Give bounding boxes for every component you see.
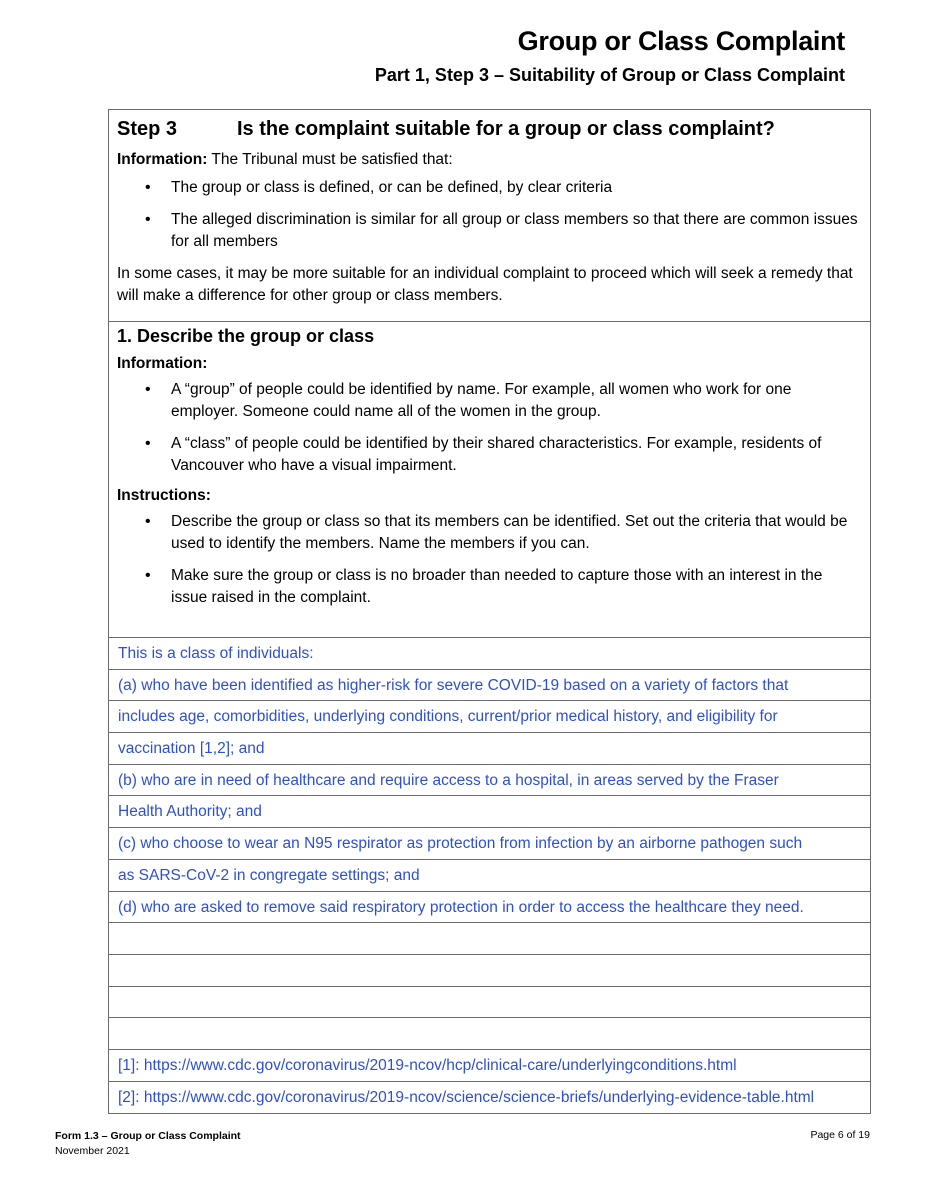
step-number: Step 3 xyxy=(117,118,178,140)
answer-line-reference[interactable]: [2]: https://www.cdc.gov/coronavirus/2019-ncov/science/science-briefs/underlying-evidence-table.html xyxy=(118,1088,815,1106)
step-note: In some cases, it may be more suitable for an individual complaint to proceed which will seek a remedy that will make a difference for other group or class members. xyxy=(117,265,853,304)
info-text: The Tribunal must be satisfied that: xyxy=(207,151,453,168)
footer-form-info xyxy=(55,1129,241,1159)
answer-line[interactable]: (d) who are asked to remove said respiratory protection in order to access the healthcare they need. xyxy=(109,892,870,924)
answer-line[interactable]: as SARS-CoV-2 in congregate settings; and xyxy=(109,860,870,892)
page-subtitle: Part 1, Step 3 – Suitability of Group or Class Complaint xyxy=(374,65,845,85)
list-item: • The alleged discrimination is similar for all group or class members so that there are common issues for all members xyxy=(171,209,860,253)
list-item: • A “group” of people could be identified by name. For example, all women who work for one employer. Someone could name all of the women in the group. xyxy=(171,379,860,423)
describe-section xyxy=(109,322,870,638)
footer-page-number: Page 6 of 19 xyxy=(810,1129,870,1141)
information-list xyxy=(117,379,860,477)
list-item: • Describe the group or class so that its members can be identified. Set out the criteria that would be used to identify the members. Name the members if you can. xyxy=(171,511,860,555)
step-question: Is the complaint suitable for a group or class complaint? xyxy=(237,118,775,140)
page-title: Group or Class Complaint xyxy=(517,26,845,56)
info-label: Information: xyxy=(117,151,208,168)
step-section xyxy=(109,110,870,322)
answer-line[interactable] xyxy=(109,987,870,1019)
answer-line[interactable]: (a) who have been identified as higher-risk for severe COVID-19 based on a variety of factors that xyxy=(109,670,870,702)
step-information xyxy=(117,149,860,171)
instructions-label: Instructions: xyxy=(117,487,211,504)
answer-line[interactable] xyxy=(109,955,870,987)
answer-line[interactable]: This is a class of individuals: xyxy=(109,638,870,670)
answer-line[interactable]: includes age, comorbidities, underlying conditions, current/prior medical history, and eligibility for xyxy=(109,701,870,733)
step-criteria-list xyxy=(117,177,860,253)
answer-line[interactable] xyxy=(109,1018,870,1050)
step-heading xyxy=(117,118,860,141)
instructions-list xyxy=(117,511,860,609)
answer-line[interactable]: vaccination [1,2]; and xyxy=(109,733,870,765)
form-box xyxy=(108,109,871,1114)
footer-date: November 2021 xyxy=(55,1145,130,1157)
section-heading: 1. Describe the group or class xyxy=(117,326,375,346)
answer-line[interactable]: (b) who are in need of healthcare and require access to a hospital, in areas served by the Fraser xyxy=(109,765,870,797)
information-label: Information: xyxy=(117,355,208,372)
answer-area[interactable] xyxy=(109,638,870,1113)
answer-line[interactable]: (c) who choose to wear an N95 respirator as protection from infection by an airborne pathogen such xyxy=(109,828,870,860)
list-item: • A “class” of people could be identified by their shared characteristics. For example, residents of Vancouver who have a visual impairment. xyxy=(171,433,860,477)
answer-line[interactable] xyxy=(109,923,870,955)
answer-line-reference[interactable]: [1]: https://www.cdc.gov/coronavirus/2019-ncov/hcp/clinical-care/underlyingconditions.html xyxy=(109,1050,870,1082)
list-item: • The group or class is defined, or can be defined, by clear criteria xyxy=(171,177,860,199)
footer-form-name: Form 1.3 – Group or Class Complaint xyxy=(55,1130,241,1142)
list-item: • Make sure the group or class is no broader than needed to capture those with an interest in the issue raised in the complaint. xyxy=(171,565,860,609)
answer-line[interactable]: Health Authority; and xyxy=(109,796,870,828)
